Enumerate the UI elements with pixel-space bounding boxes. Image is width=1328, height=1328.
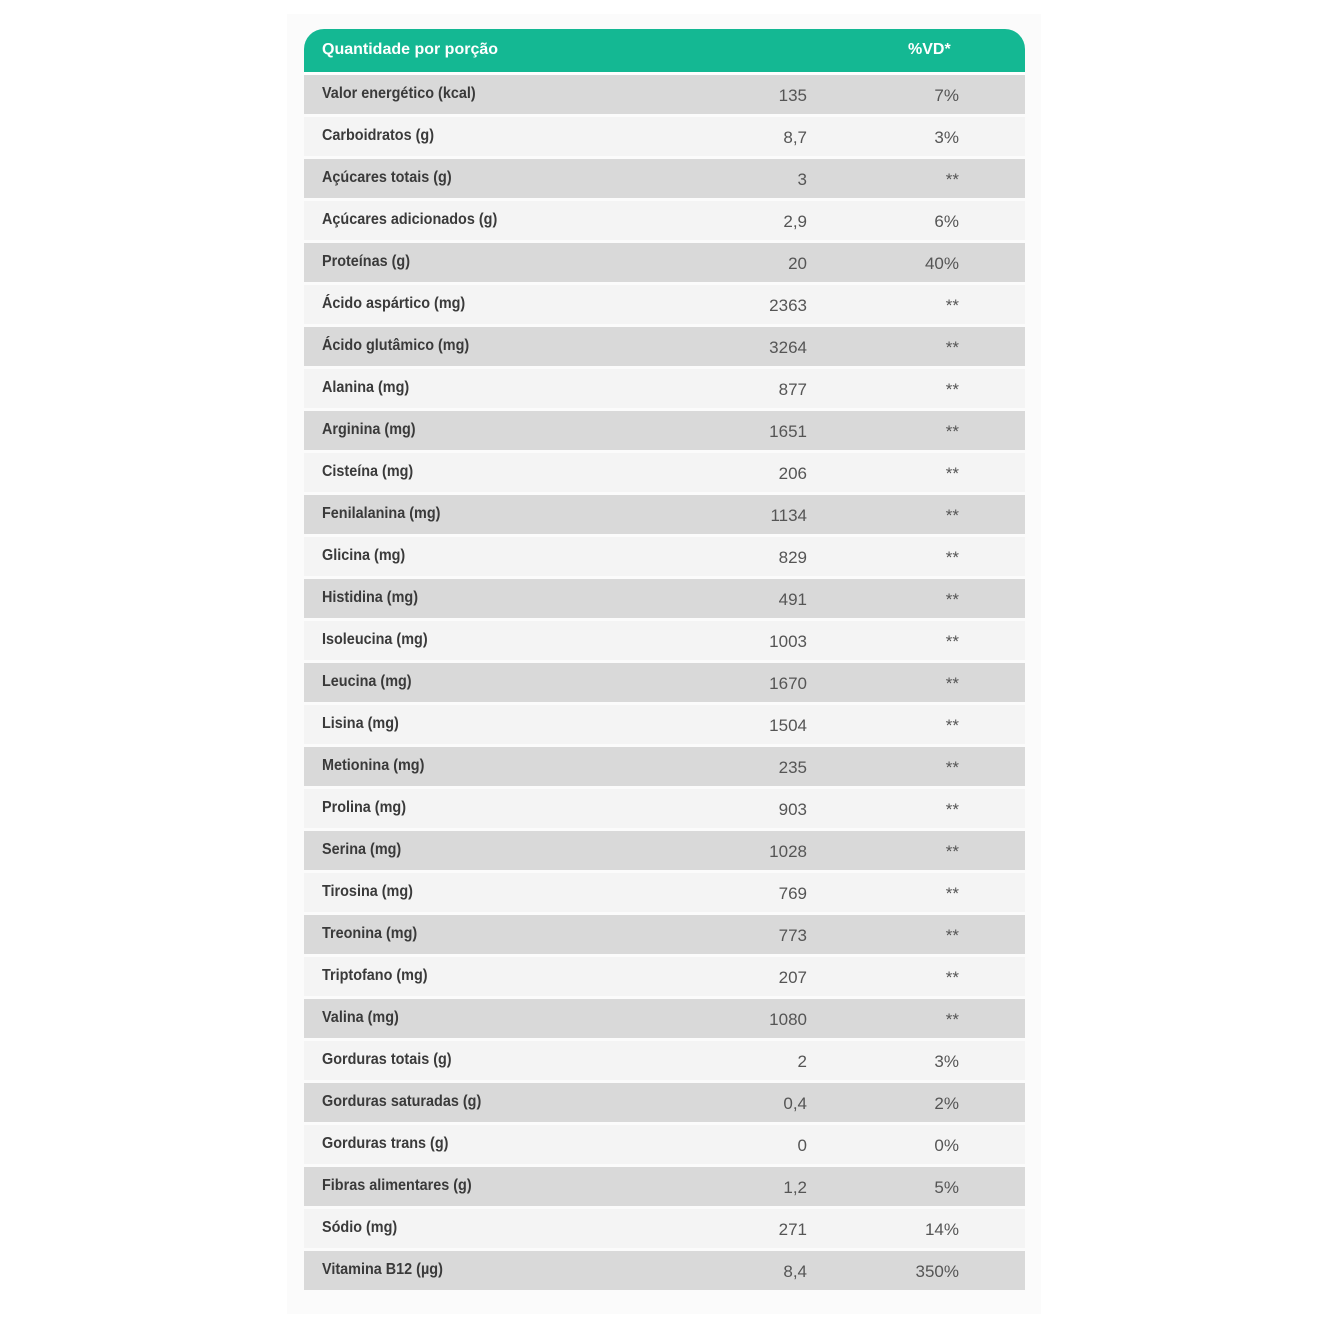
nutrient-vd: ** [945,422,959,441]
nutrient-amount: 3264 [769,338,807,357]
nutrient-name: Triptofano (mg) [322,967,428,984]
table-row [304,495,1025,534]
table-row [304,1167,1025,1206]
table-row [304,1083,1025,1122]
nutrient-name: Fenilalanina (mg) [322,505,441,522]
nutrient-vd: 3% [934,128,959,147]
nutrient-amount: 2,9 [783,212,807,231]
table-row [304,75,1025,114]
nutrient-name: Valor energético (kcal) [322,85,476,102]
nutrient-amount: 0 [797,1136,807,1155]
table-row [304,873,1025,912]
table-row [304,789,1025,828]
nutrient-vd: ** [945,632,959,651]
nutrient-amount: 207 [778,968,807,987]
table-row [304,1125,1025,1164]
table-row [304,831,1025,870]
table-row [304,411,1025,450]
nutrient-vd: ** [945,338,959,357]
nutrient-amount: 20 [788,254,807,273]
nutrient-name: Histidina (mg) [322,589,419,606]
nutrient-amount: 235 [778,758,807,777]
nutrient-name: Tirosina (mg) [322,883,413,900]
nutrient-name: Carboidratos (g) [322,127,435,144]
nutrient-vd: ** [945,800,959,819]
nutrient-vd: 3% [934,1052,959,1071]
nutrient-amount: 1080 [769,1010,807,1029]
table-row [304,243,1025,282]
nutrient-amount: 491 [778,590,807,609]
nutrient-vd: ** [945,380,959,399]
table-row [304,117,1025,156]
nutrient-amount: 829 [778,548,807,567]
nutrient-vd: 6% [934,212,959,231]
nutrient-vd: 7% [934,86,959,105]
nutrient-amount: 135 [778,86,807,105]
nutrient-name: Sódio (mg) [322,1219,398,1236]
nutrient-name: Gorduras totais (g) [322,1051,452,1068]
nutrient-amount: 206 [778,464,807,483]
nutrient-name: Fibras alimentares (g) [322,1177,472,1194]
nutrient-name: Leucina (mg) [322,673,412,690]
nutrient-name: Isoleucina (mg) [322,631,428,648]
table-row [304,285,1025,324]
nutrient-vd: ** [945,296,959,315]
nutrient-amount: 1003 [769,632,807,651]
nutrient-amount: 2363 [769,296,807,315]
nutrient-amount: 1670 [769,674,807,693]
table-row [304,621,1025,660]
nutrient-vd: ** [945,464,959,483]
table-row [304,747,1025,786]
header-vd-label: %VD* [908,41,951,58]
nutrient-name: Serina (mg) [322,841,402,858]
nutrient-name: Cisteína (mg) [322,463,414,480]
nutrient-amount: 773 [778,926,807,945]
nutrient-name: Gorduras saturadas (g) [322,1093,482,1110]
nutrient-vd: ** [945,1010,959,1029]
nutrient-vd: ** [945,884,959,903]
nutrient-name: Açúcares adicionados (g) [322,211,498,228]
table-row [304,201,1025,240]
table-row [304,1041,1025,1080]
nutrient-vd: 5% [934,1178,959,1197]
table-row [304,705,1025,744]
nutrient-amount: 1134 [770,506,807,525]
nutrient-vd: 40% [924,254,959,273]
nutrient-vd: 0% [934,1136,959,1155]
table-row [304,915,1025,954]
nutrient-name: Vitamina B12 (µg) [322,1261,443,1278]
nutrient-amount: 769 [778,884,807,903]
table-row [304,999,1025,1038]
nutrient-name: Gorduras trans (g) [322,1135,449,1152]
nutrient-name: Metionina (mg) [322,757,425,774]
table-row [304,453,1025,492]
nutrient-name: Ácido glutâmico (mg) [322,337,470,354]
table-row [304,537,1025,576]
nutrient-name: Treonina (mg) [322,925,418,942]
nutrient-name: Alanina (mg) [322,379,410,396]
nutrient-amount: 3 [797,170,807,189]
table-body [304,75,1025,1290]
table-row [304,957,1025,996]
nutrient-amount: 8,4 [783,1262,807,1281]
nutrient-amount: 1,2 [783,1178,807,1197]
table-row [304,1251,1025,1290]
nutrient-amount: 1028 [769,842,807,861]
nutrient-vd: ** [945,968,959,987]
table-row [304,663,1025,702]
nutrient-name: Lisina (mg) [322,715,399,732]
nutrient-vd: ** [945,758,959,777]
table-header [304,29,1025,72]
nutrient-vd: ** [945,590,959,609]
nutrition-table [304,29,1025,1293]
nutrient-vd: ** [945,716,959,735]
nutrient-vd: ** [945,926,959,945]
nutrient-name: Prolina (mg) [322,799,407,816]
nutrient-vd: ** [945,506,959,525]
nutrient-amount: 1504 [769,716,807,735]
nutrient-amount: 903 [778,800,807,819]
nutrient-vd: ** [945,674,959,693]
nutrient-amount: 877 [778,380,807,399]
nutrient-amount: 8,7 [783,128,807,147]
nutrient-name: Ácido aspártico (mg) [322,295,466,312]
nutrient-name: Arginina (mg) [322,421,416,438]
nutrient-vd: 14% [924,1220,959,1239]
nutrient-name: Glicina (mg) [322,547,406,564]
table-row [304,1209,1025,1248]
nutrient-amount: 2 [797,1052,807,1071]
table-row [304,159,1025,198]
nutrient-vd: 350% [915,1262,959,1281]
nutrient-name: Valina (mg) [322,1009,399,1026]
nutrient-amount: 271 [778,1220,807,1239]
nutrient-vd: ** [945,170,959,189]
nutrient-amount: 0,4 [783,1094,807,1113]
nutrient-vd: ** [945,548,959,567]
table-row [304,369,1025,408]
nutrient-name: Proteínas (g) [322,253,411,270]
table-row [304,327,1025,366]
table-row [304,579,1025,618]
nutrient-amount: 1651 [769,422,807,441]
nutrient-vd: ** [945,842,959,861]
header-serving-label: Quantidade por porção [322,41,499,58]
nutrient-vd: 2% [934,1094,959,1113]
nutrient-name: Açúcares totais (g) [322,169,452,186]
